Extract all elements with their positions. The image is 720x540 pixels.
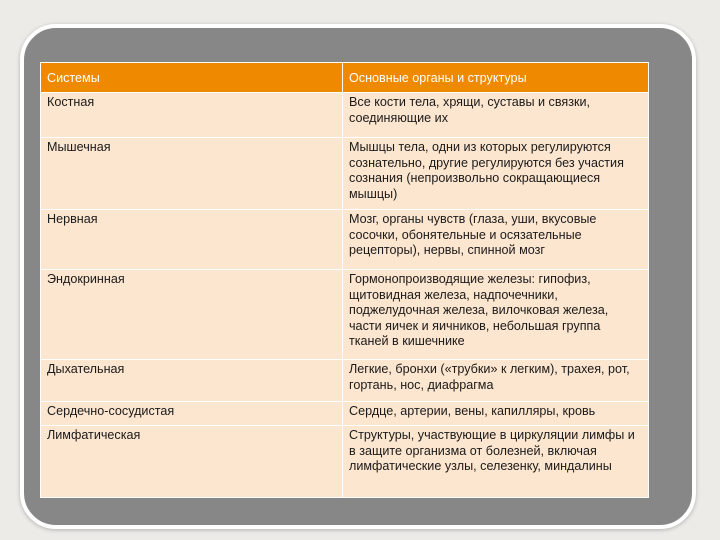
system-cell: Лимфатическая bbox=[41, 426, 343, 498]
table-row bbox=[41, 270, 649, 360]
table-row bbox=[41, 138, 649, 210]
organs-cell: Все кости тела, хрящи, суставы и связки, соединяющие их bbox=[343, 93, 649, 138]
table-row bbox=[41, 93, 649, 138]
system-cell: Сердечно-сосудистая bbox=[41, 402, 343, 426]
organs-cell: Мышцы тела, одни из которых регулируются сознательно, другие регулируются без участия сознания (непроизвольно сокращающиеся мышцы) bbox=[343, 138, 649, 210]
organs-cell: Сердце, артерии, вены, капилляры, кровь bbox=[343, 402, 649, 426]
system-cell: Эндокринная bbox=[41, 270, 343, 360]
header-organs: Основные органы и структуры bbox=[343, 63, 649, 93]
organs-cell: Структуры, участвующие в циркуляции лимфы и в защите организма от болезней, включая лимфатические узлы, селезенку, миндалины bbox=[343, 426, 649, 498]
table-row bbox=[41, 360, 649, 402]
organs-cell: Мозг, органы чувств (глаза, уши, вкусовые сосочки, обонятельные и осязательные рецепторы), нервы, спинной мозг bbox=[343, 210, 649, 270]
table-row bbox=[41, 210, 649, 270]
table-row bbox=[41, 402, 649, 426]
body-systems-table bbox=[40, 62, 649, 498]
header-systems: Системы bbox=[41, 63, 343, 93]
systems-table-container bbox=[40, 62, 648, 498]
table-row bbox=[41, 426, 649, 498]
system-cell: Нервная bbox=[41, 210, 343, 270]
system-cell: Дыхательная bbox=[41, 360, 343, 402]
organs-cell: Легкие, бронхи («трубки» к легким), трахея, рот, гортань, нос, диафрагма bbox=[343, 360, 649, 402]
system-cell: Мышечная bbox=[41, 138, 343, 210]
system-cell: Костная bbox=[41, 93, 343, 138]
organs-cell: Гормонопроизводящие железы: гипофиз, щитовидная железа, надпочечники, поджелудочная железа, вилочковая железа, части яичек и яичников, небольшая группа тканей в кишечнике bbox=[343, 270, 649, 360]
table-header-row bbox=[41, 63, 649, 93]
